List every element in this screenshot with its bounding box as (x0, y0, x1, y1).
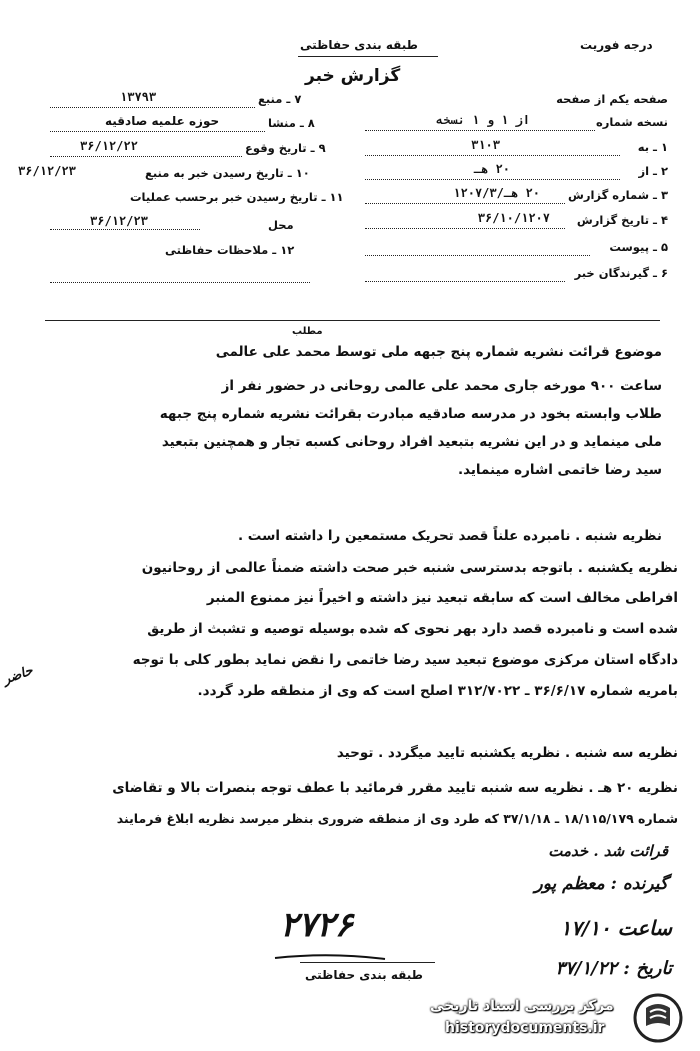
handwritten-archive-number: ۲۷۲۶ (280, 905, 354, 945)
opinion-line: دادگاه استان مرکزی موضوع تبعید سید رضا خاتمی را نقض نماید بطور کلی با توجه (132, 652, 678, 668)
page-count-label: صفحه یکم از صفحه (556, 92, 668, 106)
page-title: گزارش خبر (305, 66, 401, 86)
opinion-line: بامریه شماره ۳۶/۶/۱۷ ـ ۳۱۲/۷۰۲۲ اصلح است که وی از منطقه طرد گردد. (197, 683, 678, 699)
from-label: ۲ ـ از (638, 164, 668, 178)
header-separator (45, 320, 660, 321)
paragraph-line: ساعت ۹۰۰ مورخه جاری محمد علی عالمی روحانی در حضور نفر از (221, 378, 662, 394)
received-ops-line (50, 229, 200, 230)
classification-bottom: طبقه بندی حفاظتی (305, 968, 423, 982)
recipients-label: ۶ ـ گیرندگان خبر (574, 266, 668, 280)
classification-underline (298, 56, 438, 57)
handwritten-note: قرائت شد . خدمت (548, 842, 668, 860)
received-source-value: ۳۶/۱۲/۲۳ (18, 164, 76, 178)
attachment-line (365, 255, 590, 256)
subject-line: موضوع قرائت نشریه شماره پنج جبهه ملی توسط محمد علی عالمی (215, 344, 662, 360)
paragraph-line: سید رضا خاتمی اشاره مینماید. (457, 462, 662, 478)
to-label: ۱ ـ به (637, 140, 668, 154)
from-line (365, 179, 620, 180)
classification-top: طبقه بندی حفاظتی (300, 38, 418, 52)
to-value: ۳۱۰۳ (471, 138, 500, 152)
handwritten-recipient: گیرنده : معظم پور (534, 874, 668, 894)
saturday-opinion: نظریه شنبه . نامبرده علناً قصد تحریک مستمعین را داشته است . (237, 528, 662, 544)
origin-label: ۸ ـ منشا (268, 116, 315, 130)
received-ops-value: ۳۶/۱۲/۲۳ (90, 214, 148, 228)
copy-number-line (365, 130, 595, 131)
classification-bottom-underline (300, 962, 435, 963)
opinion-line: شماره ۱۸/۱۱۵/۱۷۹ ـ ۳۷/۱/۱۸ که طرد وی از منطقه ضروری بنظر میرسد نظریه ابلاغ فرمایند (116, 811, 678, 826)
tuesday-opinion: نظریه سه شنبه . نظریه یکشنبه تایید میگردد . توحید (336, 745, 678, 761)
report-number-line (365, 203, 565, 204)
from-value: ۲۰ هـ (473, 162, 510, 176)
opinion-line: افراطی مخالف است که سابقه تبعید نیز داشته و اخیراً نیز ممنوع المنبر (206, 590, 678, 606)
source-value: ۱۳۷۹۳ (120, 90, 157, 104)
watermark-url: historydocuments.ir (445, 1020, 605, 1036)
handwritten-date: تاریخ : ۳۷/۱/۲۲ (555, 958, 672, 979)
report-date-line (365, 228, 565, 229)
event-date-line (50, 156, 242, 157)
received-source-label: ۱۰ ـ تاریخ رسیدن خبر به منبع (145, 166, 310, 180)
urgency-label: درجه فوریت (580, 38, 653, 52)
place-label: محل (268, 218, 294, 232)
opinion-line: شده است و نامبرده قصد دارد بهر نحوی که شده بوسیله توصیه و تشبث از طریق (147, 621, 678, 637)
event-date-value: ۳۶/۱۲/۲۲ (80, 139, 138, 153)
handwritten-time: ساعت ۱۷/۱۰ (560, 916, 672, 940)
received-ops-label: ۱۱ ـ تاریخ رسیدن خبر برحسب عملیات (130, 190, 344, 204)
event-date-label: ۹ ـ تاریخ وقوع (245, 141, 326, 155)
recipients-line (365, 281, 565, 282)
watermark-title: مرکز بررسی اسناد تاریخی (430, 998, 614, 1014)
paragraph-line: طلاب وابسته بخود در مدرسه صادقیه مبادرت بقرائت نشریه شماره پنج جبهه (159, 406, 662, 422)
remarks-label: ۱۲ ـ ملاحظات حفاظتی (165, 243, 295, 257)
paragraph-line: ملی مینماید و در این نشریه بتبعید افراد روحانی کسبه تجار و همچنین بتبعید (161, 434, 662, 450)
copy-number-label: نسخه شماره (595, 115, 668, 129)
to-line (365, 155, 620, 156)
side-note: حاضر (1, 663, 35, 688)
origin-value: حوزه علمیه صادقیه (105, 114, 220, 128)
report-date-value: ۳۶/۱۰/۱۲۰۷ (477, 211, 550, 225)
copy-number-value: از ۱ و ۱ نسخه (436, 113, 530, 127)
attachment-label: ۵ ـ پیوست (609, 240, 668, 254)
opinion-line: نظریه یکشنبه . باتوجه بدسترسی شنبه خبر صحت داشته ضمناً عالمی از روحانیون (141, 560, 678, 576)
opinion-line: نظریه ۲۰ هـ . نظریه سه شنبه تایید مقرر فرمائید با عطف توجه بنصرات بالا و تقاضای (112, 780, 678, 796)
origin-line (50, 131, 265, 132)
report-number-label: ۳ ـ شماره گزارش (568, 188, 668, 202)
remarks-line (50, 282, 310, 283)
source-label: ۷ ـ منبع (258, 92, 302, 106)
source-line (50, 107, 255, 108)
archive-logo-icon (632, 992, 684, 1044)
report-date-label: ۴ ـ تاریخ گزارش (576, 213, 668, 227)
report-number-value: ۲۰ هـ/۱۲۰۷/۳ (453, 186, 540, 200)
subject-insert: مطلب (292, 326, 323, 337)
